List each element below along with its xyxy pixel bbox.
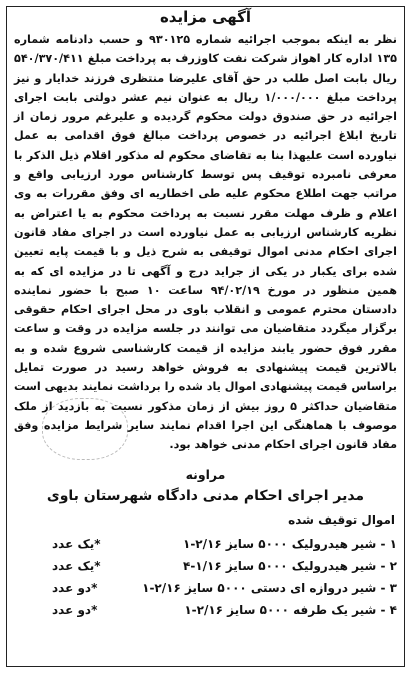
item-description: ۳ - شیر دروازه ای دستی ۵۰۰۰ سایز ۲/۱۶-۱ bbox=[142, 581, 397, 595]
item-description: ۴ - شیر یک طرفه ۵۰۰۰ سایز ۲/۱۶-۱ bbox=[184, 603, 397, 617]
moravaneh-label: مراونه bbox=[185, 467, 226, 482]
notice-paragraph: نظر به اینکه بموجب اجرائیه شماره ۹۳۰۱۲۵ و حسب دادنامه شماره ۱۳۵ اداره کار اهواز شرکت نفت کاوزرف به پرداخت مبلغ ۵۴۰/۳۷۰/۴۱۱ ریال بابت اصل طلب در حق آقای علیرضا منتظری فرزند خدایار و نیز پرداخت مبلغ ۱/۰۰۰/۰۰۰ ریال به عنوان نیم عشر دولتی بابت اجرای اجرائیه در حق صندوق دولت محکوم گردیده و علیرغم مرور زمان از تاریخ ابلاغ اجرائیه در خصوص پرداخت مبالغ فوق اقدامی به عمل نیاورده است علیهذا بنا به تقاضای محکوم له مذکور اقلام ذیل الذکر با معرفی نامبرده توقیف پس توسط کارشناس مورد ارزیابی واقع و مراتب جهت اطلاع محکوم علیه طی اخطاریه ای وفق مقررات به وی اعلام و ظرف مهلت مقرر نسبت به پرداخت محکوم به یا اعتراض به نظریه کارشناس ارزیابی به عمل نیاورده است در اجرای مفاد قانون اجرای احکام مدنی اموال توقیفی به شرح ذیل و با قیمت پایه تعیین شده برای یکبار در یکی از جراید درج و آگهی تا در مزایده ای که به همین منظور در مورخ ۹۴/۰۲/۱۹ ساعت ۱۰ صبح با حضور نماینده دادستان محترم عمومی و انقلاب باوی در محل اجرای احکام حقوقی برگزار میگردد متقاضیان می توانند در جلسه مزایده در وقت و ساعت مقرر فوق حضور یابند مزایده از قیمت کارشناسی شروع شده و به بالاترین قیمت پیشنهادی به فروش خواهد رسید در صورت تمایل براساس قیمت پیشنهادی اموال یاد شده را برداشت نمایند بدیهی است متقاضیان حداکثر ۵ روز بیش از زمان مذکور نسبت به بازدید از ملک موصوف با هماهنگی این اجرا اقدام نمایند سایر شرایط مزایده وفق مفاد قانون اجرای احکام مدنی خواهد بود. bbox=[14, 33, 397, 452]
item-quantity: *یک عدد bbox=[52, 559, 101, 573]
item-description: ۲ - شیر هیدرولیک ۵۰۰۰ سایز ۱/۱۶-۴ bbox=[182, 559, 397, 573]
item-quantity: *دو عدد bbox=[52, 581, 98, 595]
seized-items-heading: اموال توقیف شده bbox=[288, 513, 395, 527]
item-quantity: *دو عدد bbox=[52, 603, 98, 617]
notice-title: آگهی مزایده bbox=[159, 8, 252, 26]
list-item bbox=[14, 603, 397, 625]
item-description: ۱ - شیر هیدرولیک ۵۰۰۰ سایز ۲/۱۶-۱ bbox=[182, 537, 397, 551]
list-item bbox=[14, 559, 397, 581]
list-item bbox=[14, 581, 397, 603]
notice-body bbox=[14, 30, 397, 455]
list-item bbox=[14, 537, 397, 559]
faint-stamp-mark bbox=[42, 398, 128, 460]
seized-items-list bbox=[14, 537, 397, 625]
signature-line: مدیر اجرای احکام مدنی دادگاه شهرستان باوی bbox=[46, 488, 365, 504]
item-quantity: *یک عدد bbox=[52, 537, 101, 551]
